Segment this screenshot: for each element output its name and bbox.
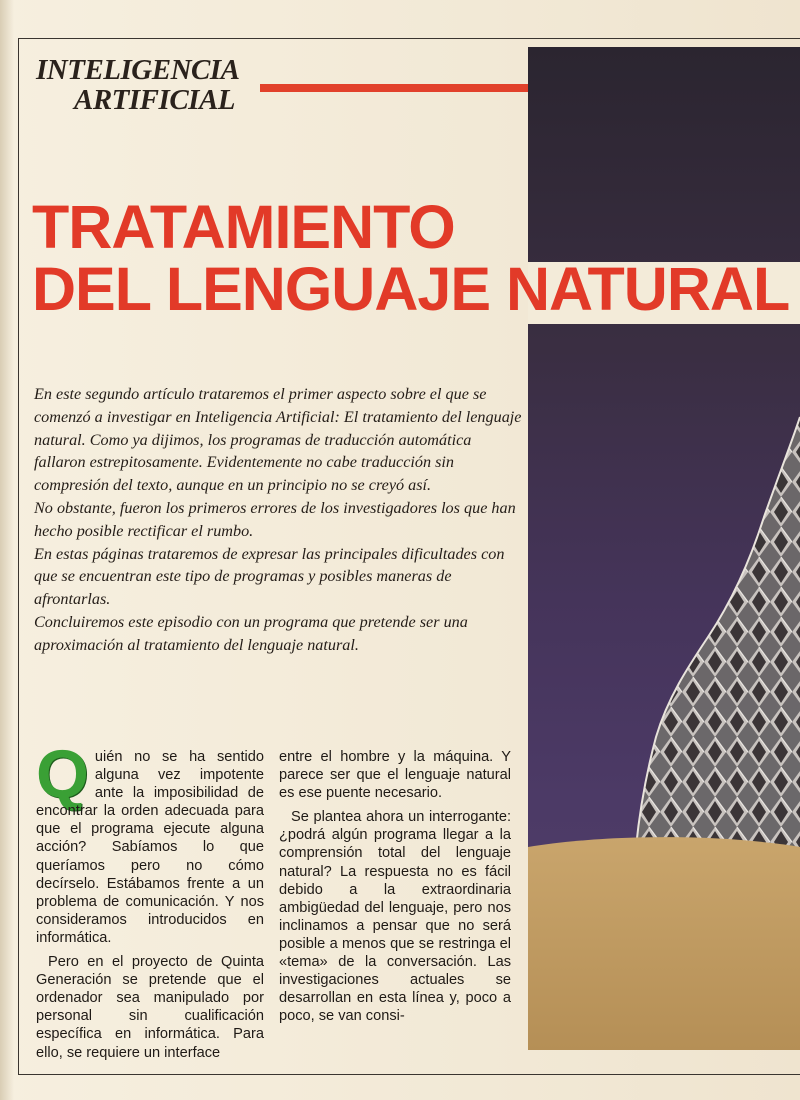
- body-column-2: [279, 748, 511, 1031]
- body-column-1: [36, 736, 264, 1068]
- section-label: [30, 55, 250, 115]
- body-paragraph: Se plantea ahora un interrogante: ¿podrá algún programa llegar a la comprensión total del lenguaje natural? La respuesta no es fácil debido a la extraordinaria ambigüedad del lenguaje, pero nos inclinamos a pensar que no será posible a menos que se restringa el «tema» de la conversación. Las investigaciones actuales se desarrollan en esta línea y, poco a poco, se van consi-: [279, 809, 511, 1025]
- drop-cap: Q: [36, 736, 89, 812]
- article-title-line2: DEL LENGUAJE NATURAL: [32, 255, 790, 323]
- article-title-line1: TRATAMIENTO: [32, 193, 455, 261]
- intro-paragraph: Concluiremos este episodio con un programa que pretende ser una aproximación al tratamiento del lenguaje natural.: [34, 612, 468, 654]
- body-paragraph-text: uién no se ha sentido alguna vez impotente ante la imposibilidad de encontrar la orden adecuada para que el programa ejecute alguna acción? Sabíamos lo que queríamos pero no cómo decírselo. Estábamos frente a un problema de comunicación. Y nos consideramos introducidos en informática.: [36, 749, 264, 946]
- section-rule: [260, 84, 528, 92]
- article-title: [32, 193, 800, 323]
- intro-paragraph: En estas páginas trataremos de expresar las principales dificultades con que se encuentran este tipo de programas y posibles maneras de afrontarlas.: [34, 544, 505, 609]
- section-label-line2: ARTIFICIAL: [74, 84, 235, 116]
- intro-text: [34, 383, 524, 657]
- body-paragraph: [36, 736, 264, 947]
- body-paragraph: Pero en el proyecto de Quinta Generación se pretende que el ordenador sea manipulado por personal sin cualificación específica en informática. Para ello, se requiere un interface: [36, 954, 264, 1061]
- intro-paragraph: No obstante, fueron los primeros errores de los investigadores los que han hecho posible rectificar el rumbo.: [34, 498, 516, 540]
- section-label-line1: INTELIGENCIA: [36, 54, 240, 86]
- body-paragraph: entre el hombre y la máquina. Y parece ser que el lenguaje natural es ese puente necesario.: [279, 749, 511, 802]
- intro-paragraph: En este segundo artículo trataremos el primer aspecto sobre el que se comenzó a investigar en Inteligencia Artificial: El tratamiento del lenguaje natural. Como ya dijimos, los programas de traducción automática fallaron estrepitosamente. Evidentemente no cabe traducción sin compresión del texto, aunque en un principio no se creyó así.: [34, 385, 522, 495]
- page-edge-shadow: [0, 0, 14, 1100]
